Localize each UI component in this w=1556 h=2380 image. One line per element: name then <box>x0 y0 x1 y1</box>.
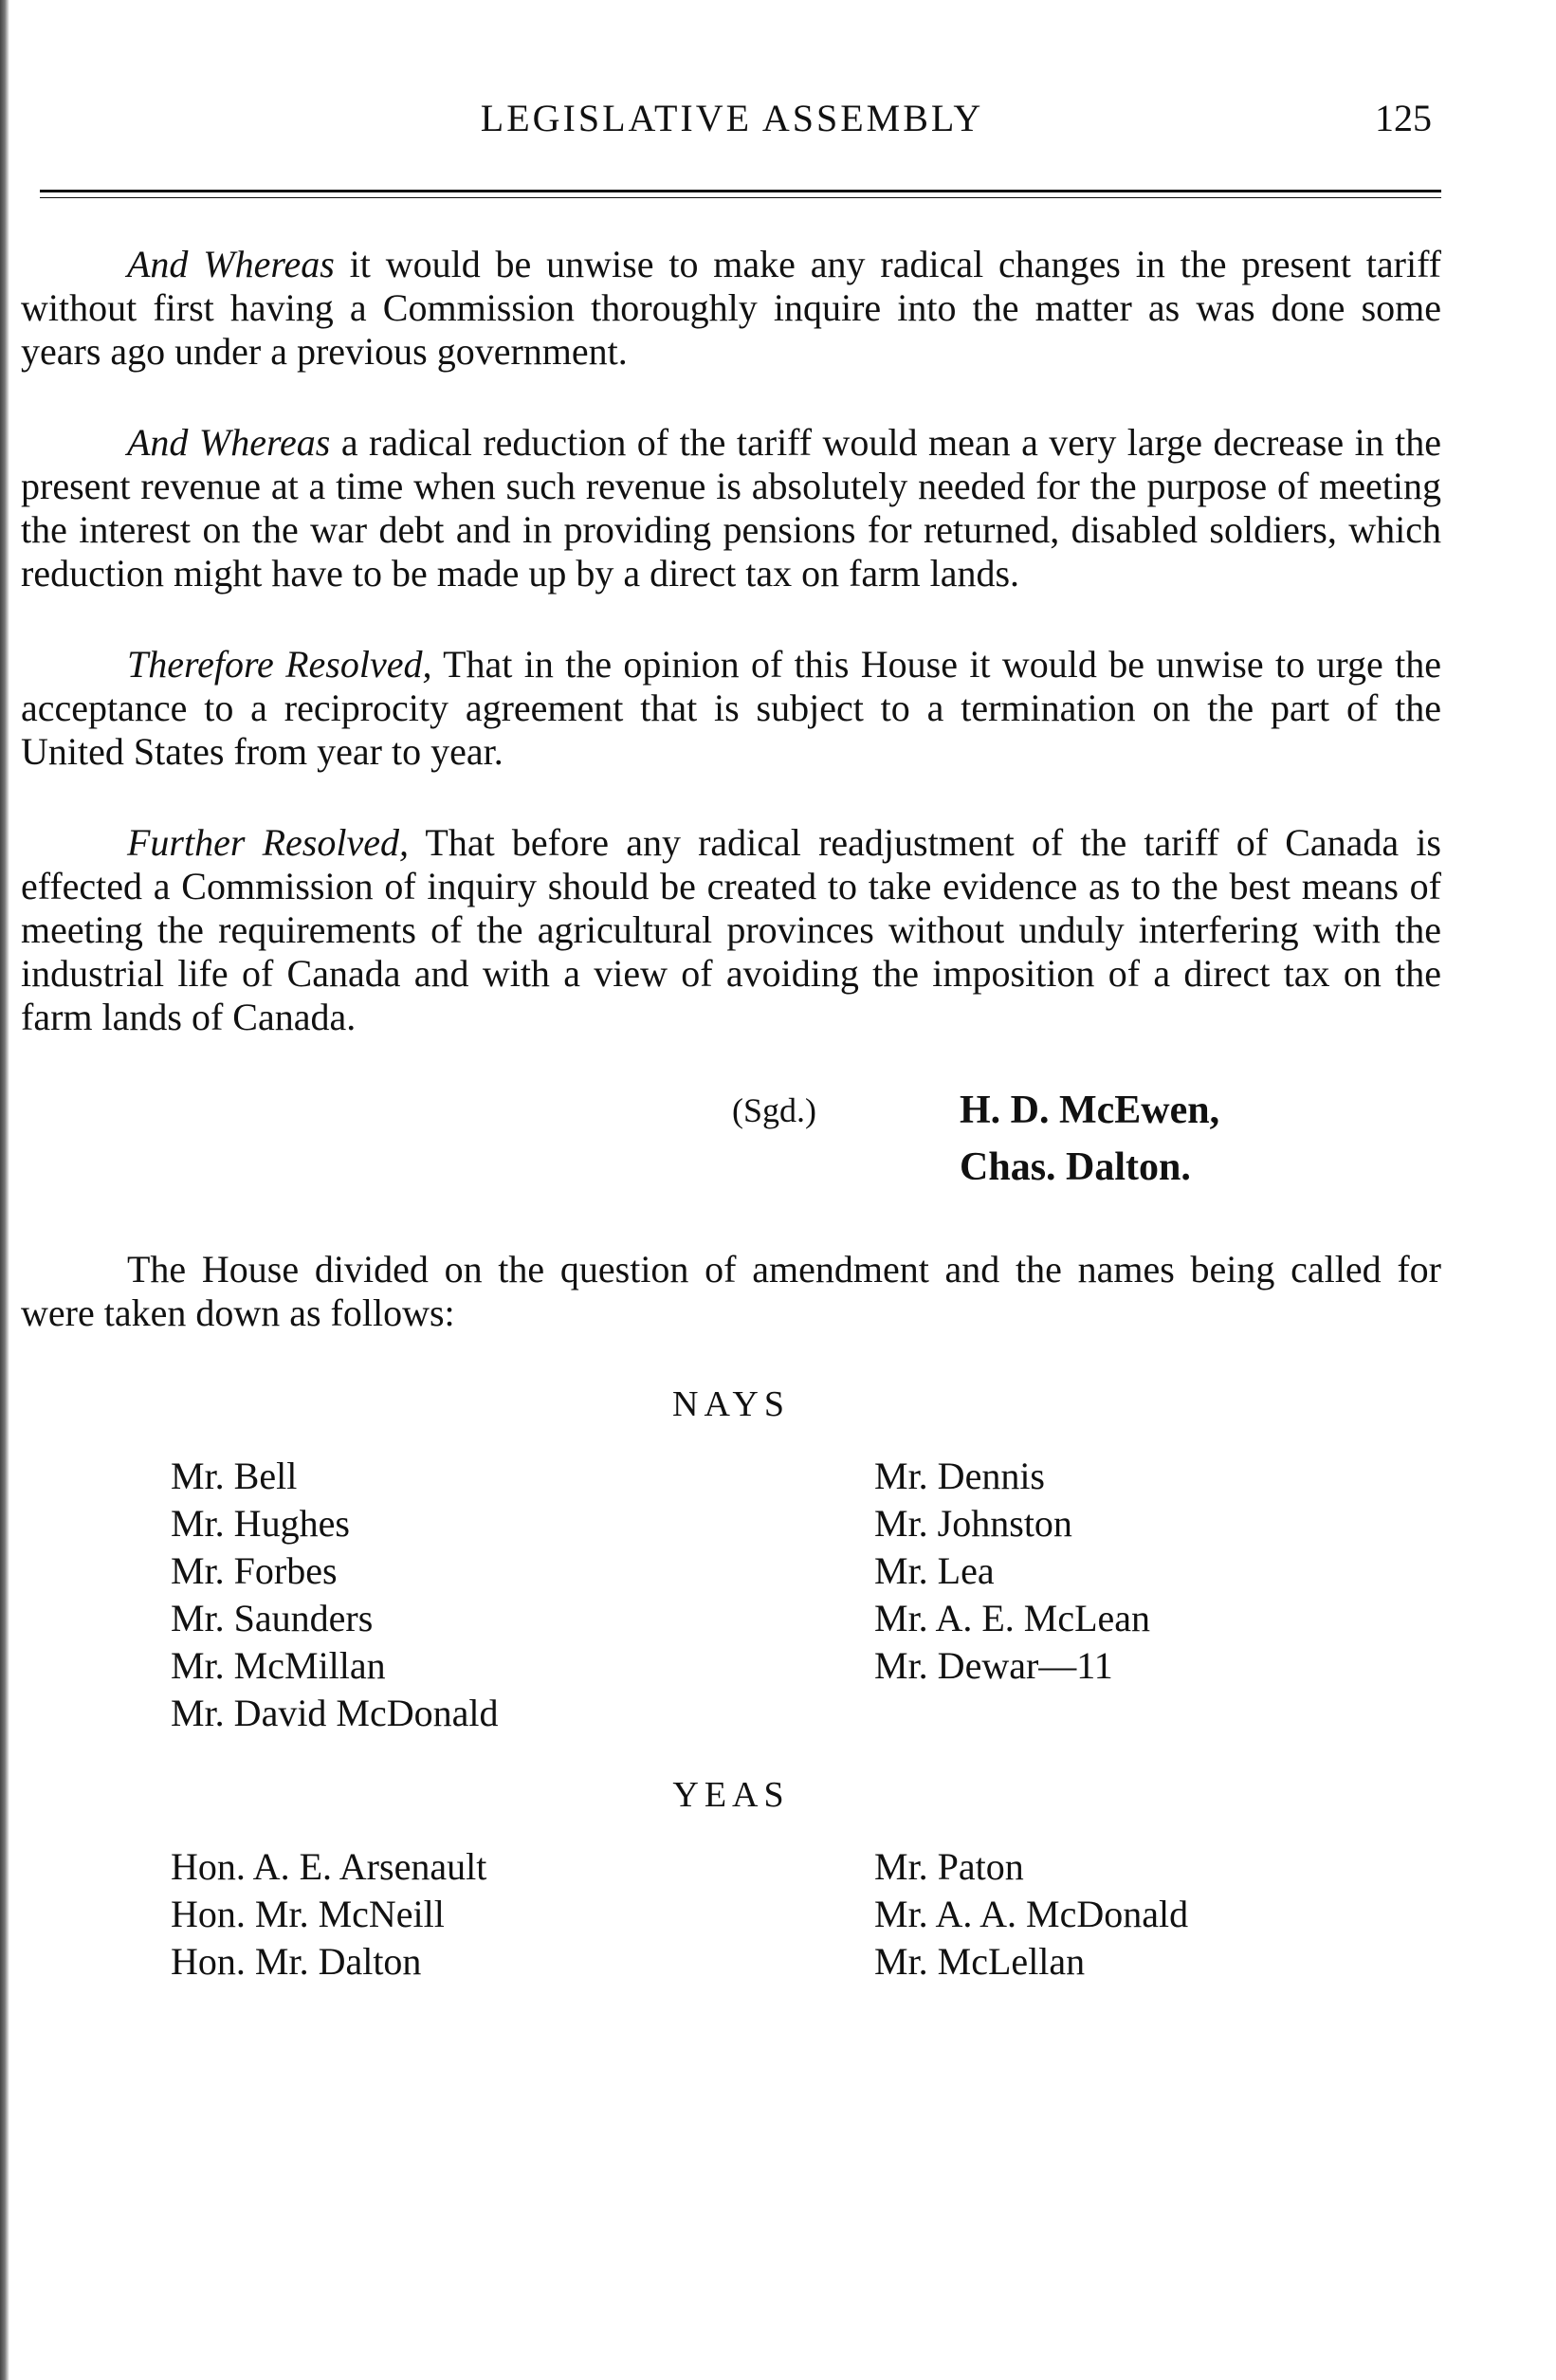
member-name: Mr. Forbes <box>171 1549 338 1592</box>
member-name: Hon. A. E. Arsenault <box>171 1845 487 1888</box>
member-name: Mr. Hughes <box>171 1502 350 1545</box>
member-name: Mr. Lea <box>874 1549 995 1592</box>
yeas-left-column <box>171 1843 486 1986</box>
signer-name: H. D. McEwen, <box>960 1089 1220 1132</box>
paragraph-further-resolved <box>21 821 1441 1039</box>
paragraph-lead: And Whereas <box>127 243 335 285</box>
paragraph-text: it would be unwise to make any radical changes in the present tariff without first having a Commission thoroughly inquire into the matter as was done some years ago under a previous government. <box>21 243 1441 373</box>
paragraph-text: That before any radical readjustment of the tariff of Canada is effected a Commission of inquiry should be created to take evidence as to the best means of meeting the requirements of the agricultural provinces without unduly interfering with the industrial life of Canada and with a view of avoiding the imposition of a direct tax on the farm lands of Canada. <box>21 821 1441 1038</box>
member-name: Mr. McLellan <box>874 1940 1086 1983</box>
nays-heading: NAYS <box>672 1384 790 1424</box>
signature-block <box>21 1087 1441 1210</box>
header-rule-thick <box>40 190 1441 192</box>
nays-left-column <box>171 1453 499 1737</box>
yeas-list <box>21 1843 1441 1986</box>
body-text <box>21 243 1441 1986</box>
member-name: Mr. Bell <box>171 1455 298 1497</box>
page-number: 125 <box>1375 97 1432 139</box>
member-name: Mr. A. E. McLean <box>874 1597 1151 1639</box>
nays-right-column <box>874 1453 1150 1690</box>
binding-edge <box>0 0 9 2380</box>
running-head: LEGISLATIVE ASSEMBLY <box>480 97 984 139</box>
member-name: Hon. Mr. McNeill <box>171 1893 445 1935</box>
member-name: Mr. Paton <box>874 1845 1024 1888</box>
member-name: Mr. Johnston <box>874 1502 1072 1545</box>
yeas-heading: YEAS <box>672 1775 790 1815</box>
paragraph-lead: Further Resolved, <box>127 821 409 864</box>
paragraph-lead: Therefore Resolved, <box>127 643 432 686</box>
book-page <box>21 0 1443 2380</box>
page-header <box>21 90 1443 147</box>
paragraph-lead: And Whereas <box>127 421 331 464</box>
sgd-label: (Sgd.) <box>732 1091 816 1129</box>
paragraph-whereas-2 <box>21 421 1441 595</box>
member-name: Mr. Dewar—11 <box>874 1644 1113 1687</box>
yeas-right-column <box>874 1843 1188 1986</box>
nays-list <box>21 1453 1441 1737</box>
signer-name: Chas. Dalton. <box>960 1145 1191 1189</box>
header-rule-thin <box>40 197 1441 198</box>
paragraph-text: a radical reduction of the tariff would mean a very large decrease in the present revenue at a time when such revenue is absolutely needed for the purpose of meeting the interest on the war debt and in providing pensions for returned, disabled soldiers, which reduction might have to be made up by a direct tax on farm lands. <box>21 421 1442 595</box>
paragraph-text: That in the opinion of this House it would be unwise to urge the acceptance to a reciprocity agreement that is subject to a termination on the part of the United States from year to year. <box>21 643 1441 773</box>
paragraph-whereas-1 <box>21 243 1441 374</box>
division-paragraph: The House divided on the question of amendment and the names being called for were taken down as follows: <box>21 1248 1441 1334</box>
paragraph-therefore-resolved <box>21 643 1441 774</box>
member-name: Mr. McMillan <box>171 1644 386 1687</box>
member-name: Mr. Dennis <box>874 1455 1045 1497</box>
member-name: Hon. Mr. Dalton <box>171 1940 422 1983</box>
member-name: Mr. David McDonald <box>171 1692 499 1734</box>
member-name: Mr. Saunders <box>171 1597 374 1639</box>
member-name: Mr. A. A. McDonald <box>874 1893 1189 1935</box>
